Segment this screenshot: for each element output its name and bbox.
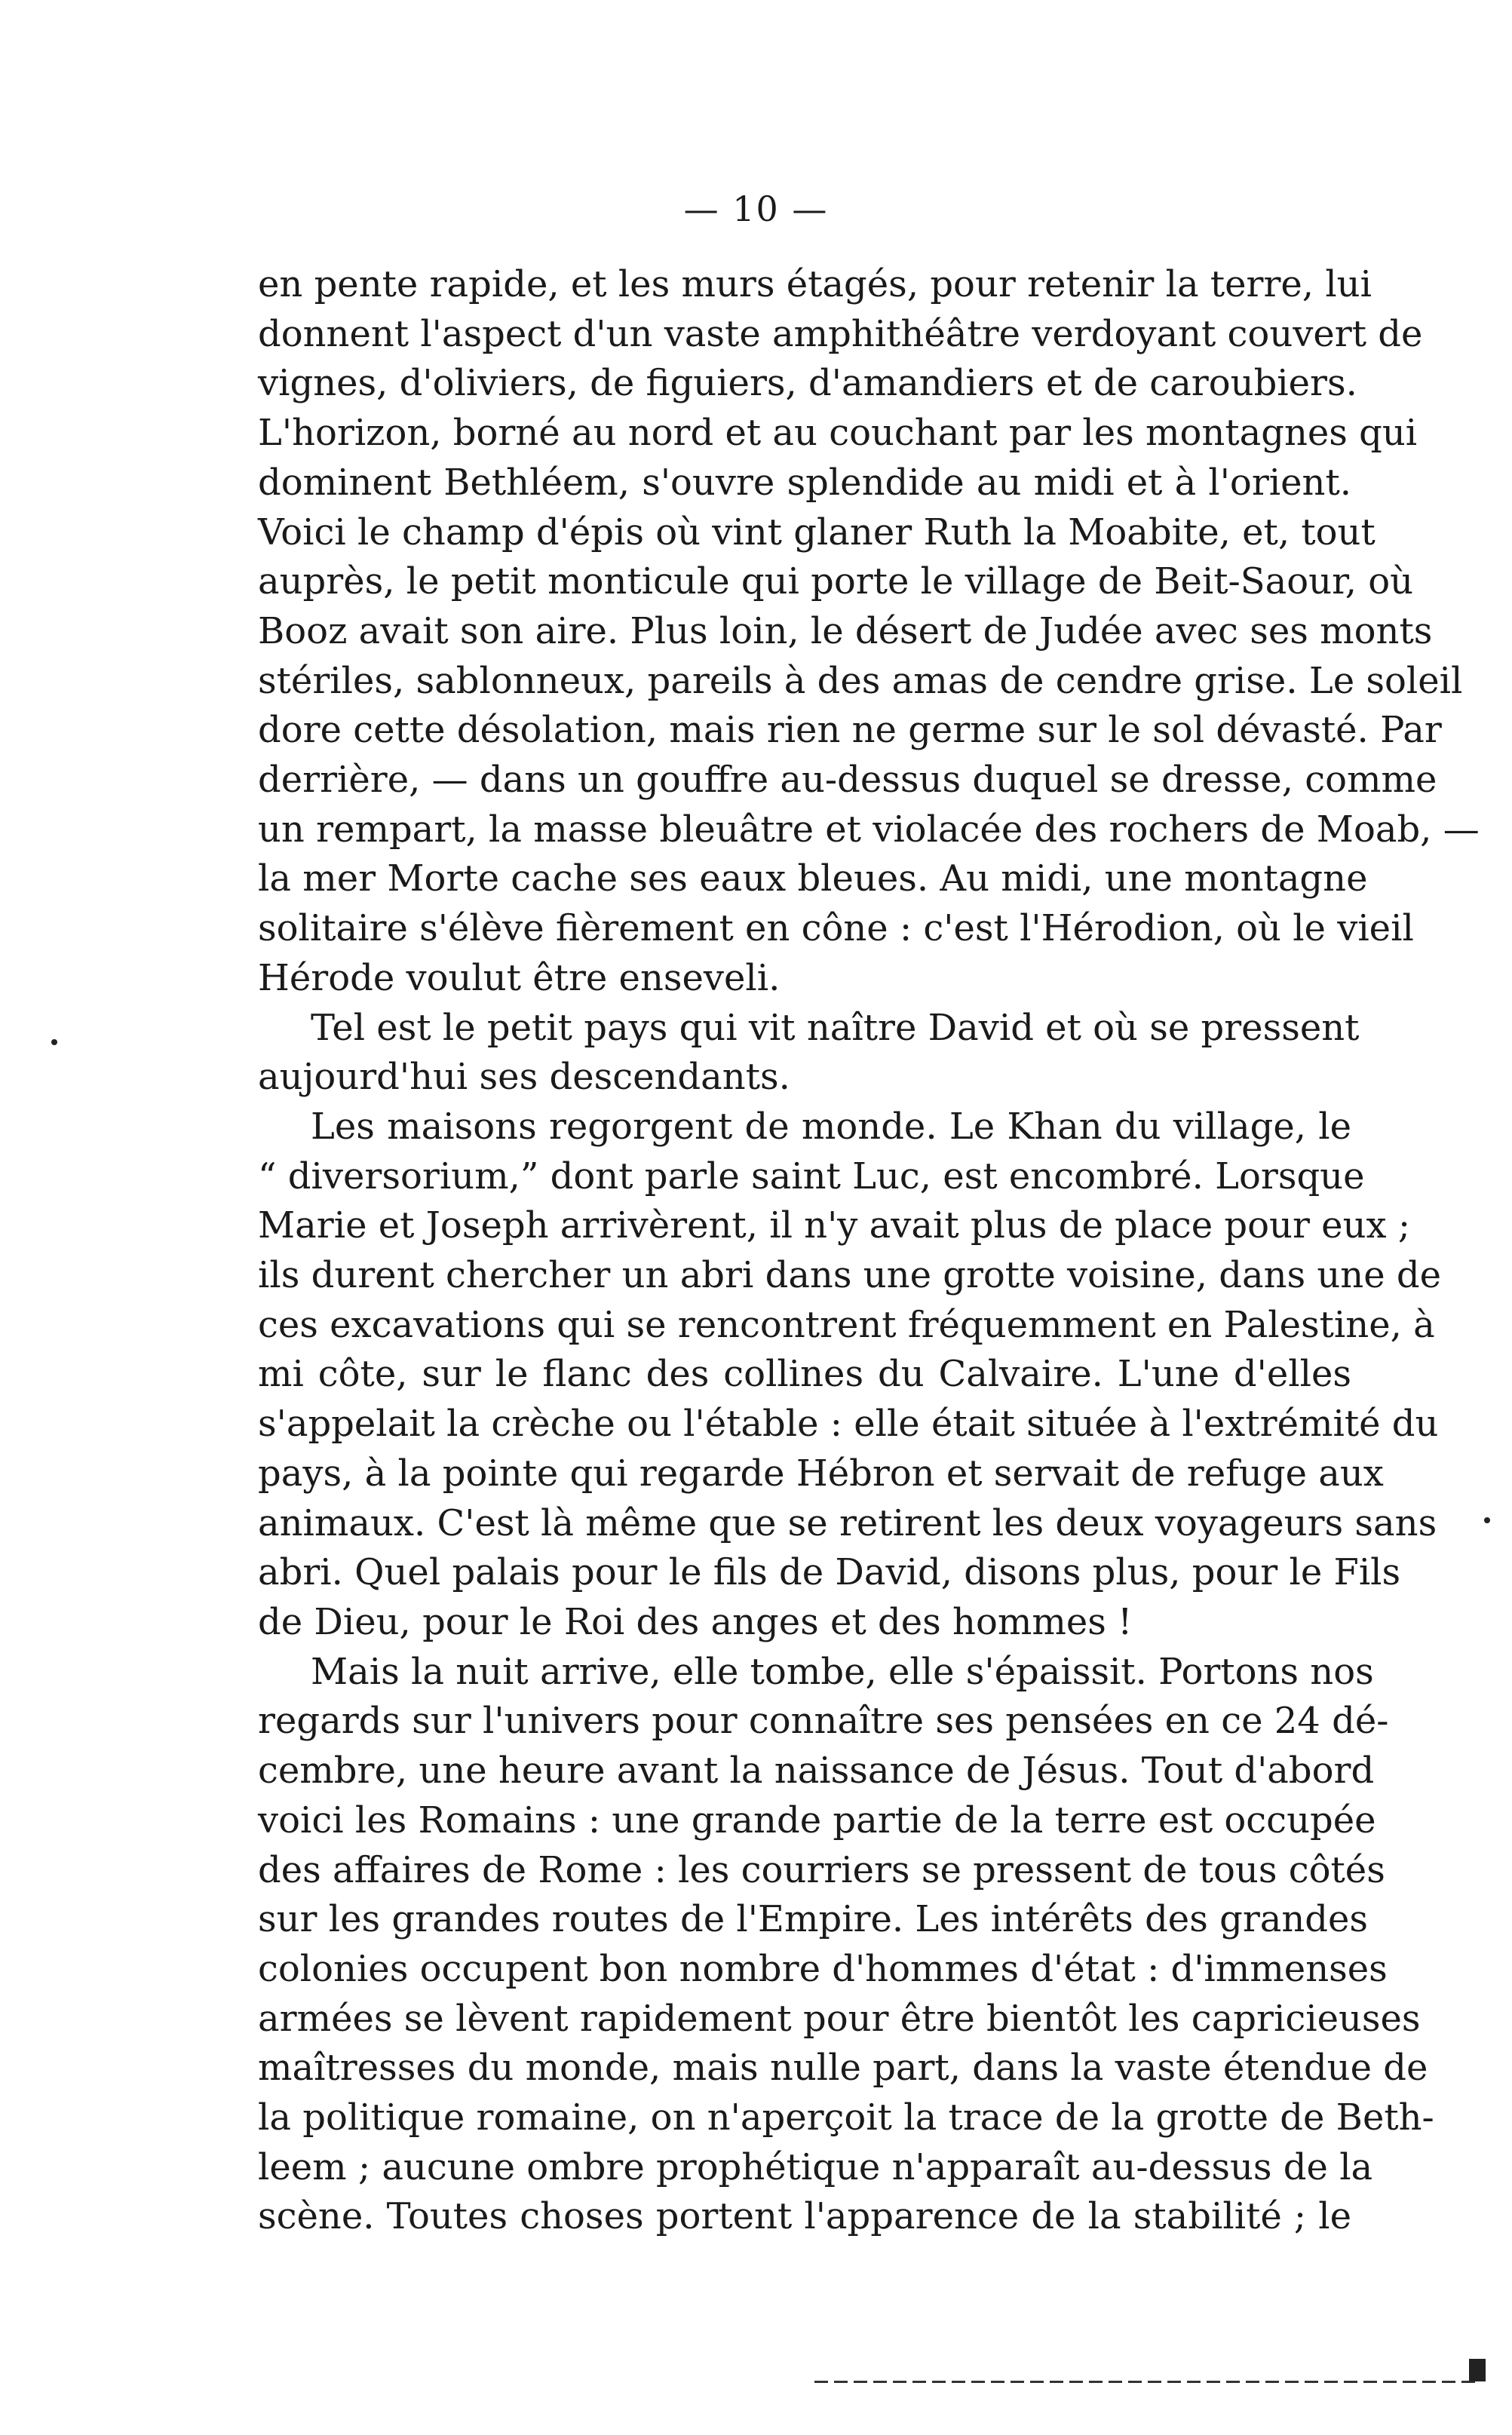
paragraph xyxy=(258,1648,1434,2242)
text-line: Hérode voulut être enseveli. xyxy=(258,956,781,999)
text-line: des affaires de Rome : les courriers se pressent de tous côtés xyxy=(258,1848,1385,1891)
text-line: aujourd'hui ses descendants. xyxy=(258,1056,790,1099)
text-line: la mer Morte cache ses eaux bleues. Au midi, une montagne xyxy=(258,857,1368,900)
text-line: donnent l'aspect d'un vaste amphithéâtre verdoyant couvert de xyxy=(258,312,1423,355)
text-line: animaux. C'est là même que se retirent les deux voyageurs sans xyxy=(258,1501,1437,1544)
text-line: mi côte, sur le flanc des collines du Calvaire. L'une d'elles xyxy=(258,1353,1351,1396)
scan-speck xyxy=(1484,1517,1490,1523)
text-line: la politique romaine, on n'aperçoit la trace de la grotte de Beth- xyxy=(258,2096,1434,2139)
text-line: solitaire s'élève fièrement en cône : c'est l'Hérodion, où le vieil xyxy=(258,907,1414,950)
text-line: s'appelait la crèche ou l'étable : elle était située à l'extrémité du xyxy=(258,1403,1439,1446)
text-line: Booz avait son aire. Plus loin, le désert de Judée avec ses monts xyxy=(258,609,1433,652)
paragraph xyxy=(258,260,1480,1004)
text-line: derrière, — dans un gouffre au-dessus duquel se dresse, comme xyxy=(258,759,1437,802)
text-line: auprès, le petit monticule qui porte le village de Beit-Saour, où xyxy=(258,560,1414,603)
text-line: L'horizon, borné au nord et au couchant par les montagnes qui xyxy=(258,412,1418,455)
text-line: stériles, sablonneux, pareils à des amas de cendre grise. Le soleil xyxy=(258,659,1463,702)
text-line: en pente rapide, et les murs étagés, pour retenir la terre, lui xyxy=(258,263,1372,305)
text-line: leem ; aucune ombre prophétique n'apparaît au-dessus de la xyxy=(258,2145,1373,2188)
text-line: vignes, d'oliviers, de figuiers, d'amandiers et de caroubiers. xyxy=(258,362,1357,405)
text-line: voici les Romains : une grande partie de la terre est occupée xyxy=(258,1799,1376,1842)
text-line: Mais la nuit arrive, elle tombe, elle s'épaissit. Portons nos xyxy=(311,1650,1374,1693)
text-line: cembre, une heure avant la naissance de Jésus. Tout d'abord xyxy=(258,1750,1375,1793)
text-line: un rempart, la masse bleuâtre et violacée des rochers de Moab, — xyxy=(258,808,1480,851)
scan-corner-mark xyxy=(1469,2359,1486,2381)
text-line: Voici le champ d'épis où vint glaner Ruth la Moabite, et, tout xyxy=(258,511,1376,554)
text-line: sur les grandes routes de l'Empire. Les intérêts des grandes xyxy=(258,1898,1369,1941)
page-number: — 10 — xyxy=(683,189,829,229)
text-line: regards sur l'univers pour connaître ses pensées en ce 24 dé- xyxy=(258,1700,1389,1743)
text-line: ces excavations qui se rencontrent fréquemment en Palestine, à xyxy=(258,1303,1435,1346)
scan-speck xyxy=(51,1039,57,1045)
text-line: Les maisons regorgent de monde. Le Khan du village, le xyxy=(311,1105,1351,1148)
text-line: armées se lèvent rapidement pour être bientôt les capricieuses xyxy=(258,1997,1421,2040)
text-line: Tel est le petit pays qui vit naître David et où se pressent xyxy=(311,1006,1360,1049)
text-line: abri. Quel palais pour le fils de David, disons plus, pour le Fils xyxy=(258,1551,1401,1594)
text-line: “ diversorium,” dont parle saint Luc, est encombré. Lorsque xyxy=(258,1155,1365,1198)
bottom-rule xyxy=(814,2381,1478,2383)
paragraph xyxy=(258,1102,1441,1648)
text-line: colonies occupent bon nombre d'hommes d'état : d'immenses xyxy=(258,1947,1388,1990)
text-line: dore cette désolation, mais rien ne germe sur le sol dévasté. Par xyxy=(258,709,1442,752)
text-line: Marie et Joseph arrivèrent, il n'y avait plus de place pour eux ; xyxy=(258,1204,1410,1247)
text-line: pays, à la pointe qui regarde Hébron et servait de refuge aux xyxy=(258,1452,1384,1495)
text-line: de Dieu, pour le Roi des anges et des hommes ! xyxy=(258,1600,1133,1643)
text-line: scène. Toutes choses portent l'apparence de la stabilité ; le xyxy=(258,2195,1351,2238)
text-line: ils durent chercher un abri dans une grotte voisine, dans une de xyxy=(258,1254,1441,1297)
paragraph xyxy=(258,1004,1360,1102)
body-text xyxy=(258,260,1480,2242)
text-line: dominent Bethléem, s'ouvre splendide au midi et à l'orient. xyxy=(258,461,1351,504)
text-line: maîtresses du monde, mais nulle part, dans la vaste étendue de xyxy=(258,2047,1428,2090)
